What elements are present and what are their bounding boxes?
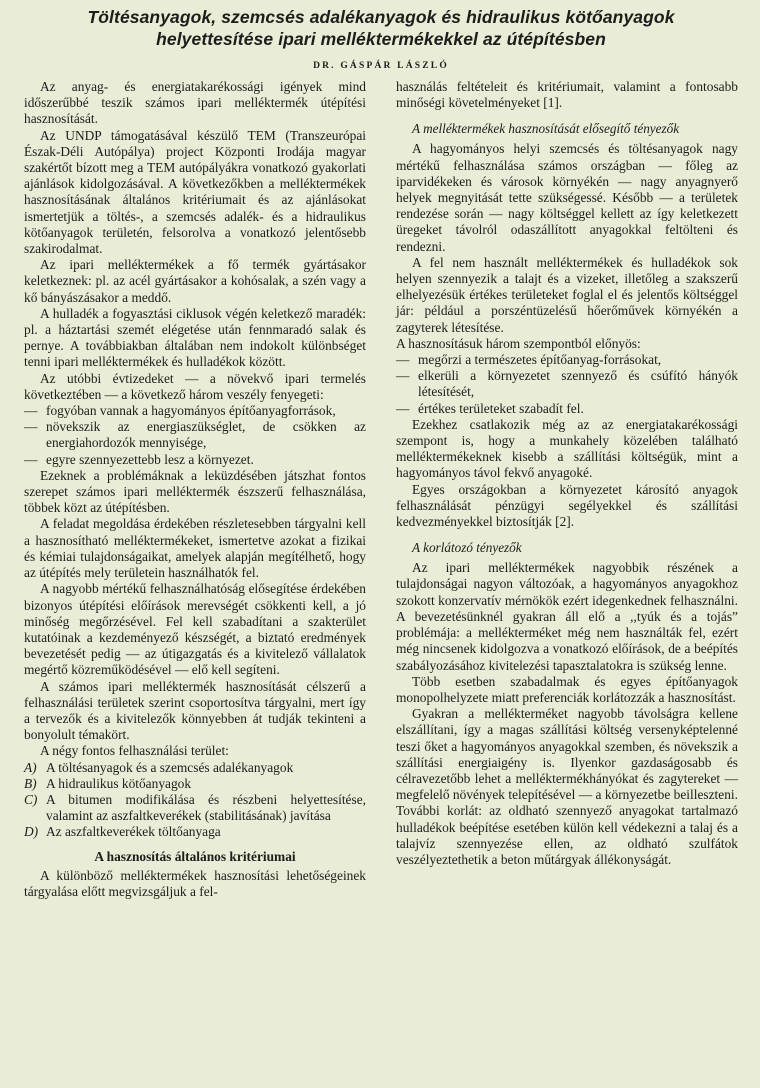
section-heading: A melléktermékek hasznosítását elősegítő tényezők: [412, 121, 680, 137]
list-item: — értékes területeket szabadít fel.: [396, 400, 584, 416]
title-line-2: helyettesítése ipari melléktermékekkel az útépítésben: [156, 29, 606, 49]
list-item: D) Az aszfaltkeverékek töltőanyaga: [24, 824, 221, 840]
paragraph: Az UNDP támogatásával készülő TEM (Transzeurópai Észak-Déli Autópálya) project Központi Irodája magyar szakértőt bízott meg a TEM autópályákra vonatkozó gyakorlati ajánlások kidolgozásával. A következőkben a melléktermékek hasznosításának általános kritériumait és az ajánlásokat ismertetjük a töltés-, a szemcsés adalék- és a hidraulikus kötőanyagok területén, felsorolva a vonatkozó jelentősebb szakirodalmat.: [24, 127, 366, 257]
paragraph: A különböző melléktermékek hasznosítási lehetőségeinek tárgyalása előtt megvizsgáljuk a fel-: [24, 867, 366, 899]
list-item: — megőrzi a természetes építőanyag-forrásokat,: [396, 352, 662, 368]
paragraph: Ezeknek a problémáknak a leküzdésében játszhat fontos szerepet számos ipari melléktermék észszerű felhasználása, többek közt az útépítésben.: [24, 467, 366, 516]
list-item: C) A bitumen modifikálása és részbeni helyettesítése, valamint az aszfaltkeverékek (stabilitásának) javítása: [24, 791, 366, 824]
paragraph: A számos ipari melléktermék hasznosítását célszerű a felhasználási területek szerint csoportosítva tárgyalni, mert így a tervezők és a kivitelezők könnyebben át tudják tekinteni a bonyolult témakört.: [24, 678, 366, 743]
paragraph: Az anyag- és energiatakarékossági igények mind időszerűbbé teszik számos ipari melléktermék útépítési hasznosítását.: [24, 79, 366, 127]
paragraph: Gyakran a mellékterméket nagyobb távolságra kellene elszállítani, így a magas szállítási költség versenyképtelenné teszi őket a hagyományos anyagokkal szemben, és növekszik a szállítási energiaigény is. Ilyenkor gazdaságosabb és célravezetőbb lehet a melléktermékhányókat és zagytereket — megfelelő növények telepítésével — a környezetbe beilleszteni. További korlát: az oldható szennyező anyagokat tartalmazó hulladékok beépítése esetében külön kell védekezni a talaj és a talajvíz szennyezése ellen, az oldható szulfátok veszélyeztethetik a beton műtárgyak állékonyságát.: [396, 706, 738, 867]
dash-marker: —: [396, 368, 410, 384]
list-item: — fogyóban vannak a hagyományos építőanyagforrások,: [24, 403, 336, 419]
paragraph: Egyes országokban a környezetet károsító anyagok felhasználását pénzügyi segélyekkel és szállítási kedvezményekkel biztosítják [2].: [396, 481, 738, 530]
section-heading: A korlátozó tényezők: [412, 540, 522, 556]
dash-marker: —: [24, 451, 38, 467]
section-heading: A hasznosítás általános kritériumai: [94, 848, 296, 864]
list-item: A) A töltésanyagok és a szemcsés adalékanyagok: [24, 759, 294, 775]
paragraph: A hagyományos helyi szemcsés és töltésanyagok nagy mértékű felhasználása számos országban — főleg az iparvidékeken és városok környékén — nagy anyagnyerő helyek megnyitását tette szükségessé. Később — a területek rendezése során — nagy költséggel kellett az így keletkezett üregeket távolról odaszállított anyagokkal feltölteni és rendezni.: [396, 141, 738, 254]
article-title: [24, 6, 738, 50]
paragraph: Ezekhez csatlakozik még az az energiatakarékossági szempont is, hogy a munkahely közelében található melléktermékeknek kisebb a szállítási költségük, mint a hagyományos távol fekvő anyagoké.: [396, 416, 738, 481]
paragraph: használás feltételeit és kritériumait, valamint a fontosabb minőségi követelményeket [1].: [396, 79, 738, 111]
left-column: [24, 79, 366, 900]
paragraph: A feladat megoldása érdekében részletesebben tárgyalni kell a hasznosítható melléktermékeket, ismertetve azokat a fizikai és kémiai tulajdonságaikat, amelyek alapján megítélhető, hogy az útépítés mely területein használhatók fel.: [24, 516, 366, 581]
paragraph: Az ipari melléktermékek nagyobbik részének a tulajdonságai nagyon változóak, a hagyományos anyagokhoz szokott konzervatív mérnökök ezért idegenkednek felhasználni. A bevezetésünknél gyakran áll elő a ,,tyúk és a tojás” problémája: a mellékterméket még nem használták fel, ezért még nincsenek kidolgozva a vonatkozó előírások, de a beépítés szabályozásához kivitelezési tapasztalatokra is szükség lenne.: [396, 560, 738, 673]
paragraph: A hasznosításuk három szempontból előnyös:: [396, 335, 641, 351]
dash-marker: —: [396, 400, 410, 416]
list-item: — elkerüli a környezetet szennyező és csúfító hányók létesítését,: [396, 368, 738, 400]
dash-marker: —: [396, 352, 410, 368]
dash-marker: —: [24, 403, 38, 419]
list-item: — növekszik az energiaszükséglet, de csökken az energiahordozók mennyisége,: [24, 419, 366, 451]
dash-marker: —: [24, 419, 38, 435]
article-body: [24, 79, 738, 900]
list-item: B) A hidraulikus kötőanyagok: [24, 775, 192, 791]
paragraph: A négy fontos felhasználási terület:: [40, 743, 229, 759]
right-column: [396, 79, 738, 900]
paragraph: Az ipari melléktermékek a fő termék gyártásakor keletkeznek: pl. az acél gyártásakor a kohósalak, a szén vagy a kő bányászásakor a meddő.: [24, 257, 366, 305]
paragraph: Több esetben szabadalmak és egyes építőanyagok monopolhelyzete miatt preferenciák korlátozzák a hasznosítást.: [396, 673, 738, 705]
paragraph: A fel nem használt melléktermékek és hulladékok sok helyen szennyezik a talajt és a vizeket, illetőleg a szakszerű elhelyezésük értékes területeket foglal el és jelentős költséggel jár: például a porszéntüzelésű hőerőművek környékén a zagyterek létesítése.: [396, 254, 738, 335]
list-item: — egyre szennyezettebb lesz a környezet.: [24, 451, 254, 467]
title-line-1: Töltésanyagok, szemcsés adalékanyagok és hidraulikus kötőanyagok: [87, 7, 675, 27]
paragraph: A nagyobb mértékű felhasználhatóság elősegítése érdekében bizonyos útépítési előírások merevségét csökkenti kell, a jó minőség megőrzésével. Fel kell szabadítani a szakterület kutatóinak a kezdeményező készségét, a biztató eredmények bevezetését pedig — az útigazgatás és a kivitelező vállalatok megértő közreműködésével — elő kell segíteni.: [24, 581, 366, 678]
paragraph: A hulladék a fogyasztási ciklusok végén keletkező maradék: pl. a háztartási szemét elégetése után fennmaradó salak és pernye. A továbbiakban általában nem indokolt különbséget tenni ipari melléktermékek és hulladékok között.: [24, 305, 366, 370]
paragraph: Az utóbbi évtizedeket — a növekvő ipari termelés következtében — a következő három veszély fenyegeti:: [24, 370, 366, 402]
author-byline: DR. GÁSPÁR LÁSZLÓ: [313, 61, 449, 71]
